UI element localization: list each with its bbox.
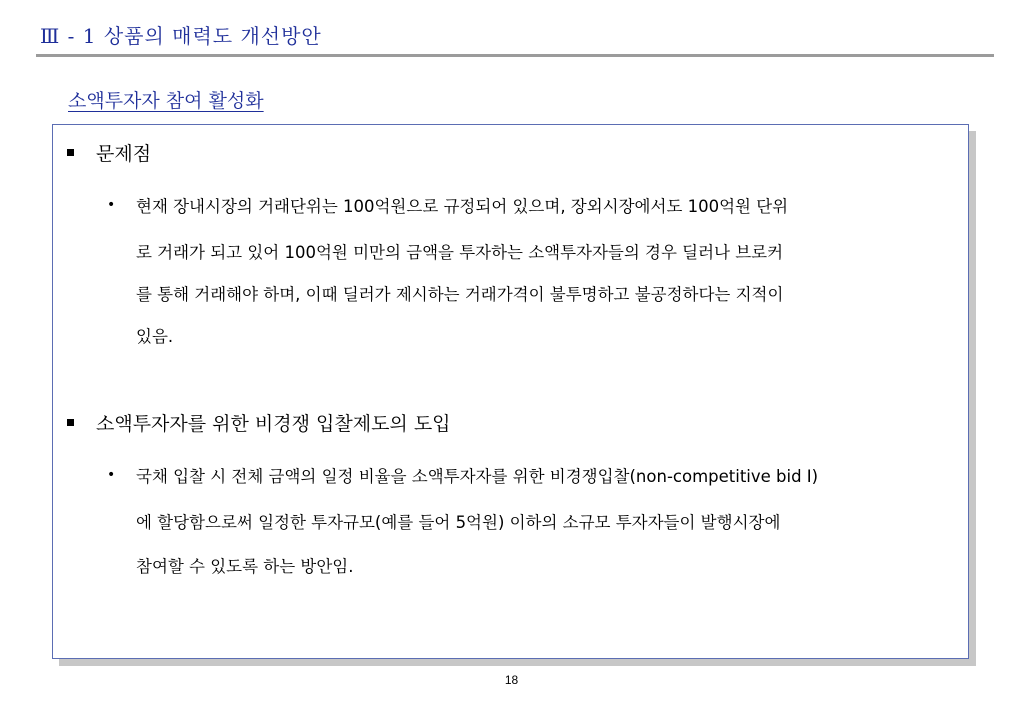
square-bullet-icon — [67, 419, 74, 426]
section-heading — [67, 137, 151, 167]
section-heading — [67, 407, 451, 437]
paragraph-line: 에 할당함으로써 일정한 투자규모(예를 들어 5억원) 이하의 소규모 투자자들이 발행시장에 — [136, 513, 781, 532]
paragraph-line: 참여할 수 있도록 하는 방안임. — [136, 557, 354, 576]
paragraph-line: 현재 장내시장의 거래단위는 100억원으로 규정되어 있으며, 장외시장에서도 100억원 단위 — [136, 197, 789, 216]
page-number: 18 — [504, 673, 519, 687]
page-title: Ⅲ - 1 상품의 매력도 개선방안 — [40, 24, 322, 48]
content-box — [52, 124, 969, 659]
section-label: 문제점 — [96, 142, 152, 165]
section-subtitle: 소액투자자 참여 활성화 — [68, 90, 264, 112]
square-bullet-icon — [67, 149, 74, 156]
paragraph-line: 로 거래가 되고 있어 100억원 미만의 금액을 투자하는 소액투자자들의 경우 딜러나 브로커 — [136, 243, 784, 262]
title-divider — [36, 54, 994, 57]
paragraph-line: 국채 입찰 시 전체 금액의 일정 비율을 소액투자자를 위한 비경쟁입찰(non-competitive bid I) — [136, 467, 819, 486]
bullet-dot-icon: • — [107, 197, 116, 213]
paragraph-line: 있음. — [136, 327, 174, 346]
bullet-dot-icon: • — [107, 467, 116, 483]
paragraph-line: 를 통해 거래해야 하며, 이때 딜러가 제시하는 거래가격이 불투명하고 불공정하다는 지적이 — [136, 285, 784, 304]
section-label: 소액투자자를 위한 비경쟁 입찰제도의 도입 — [96, 412, 451, 435]
